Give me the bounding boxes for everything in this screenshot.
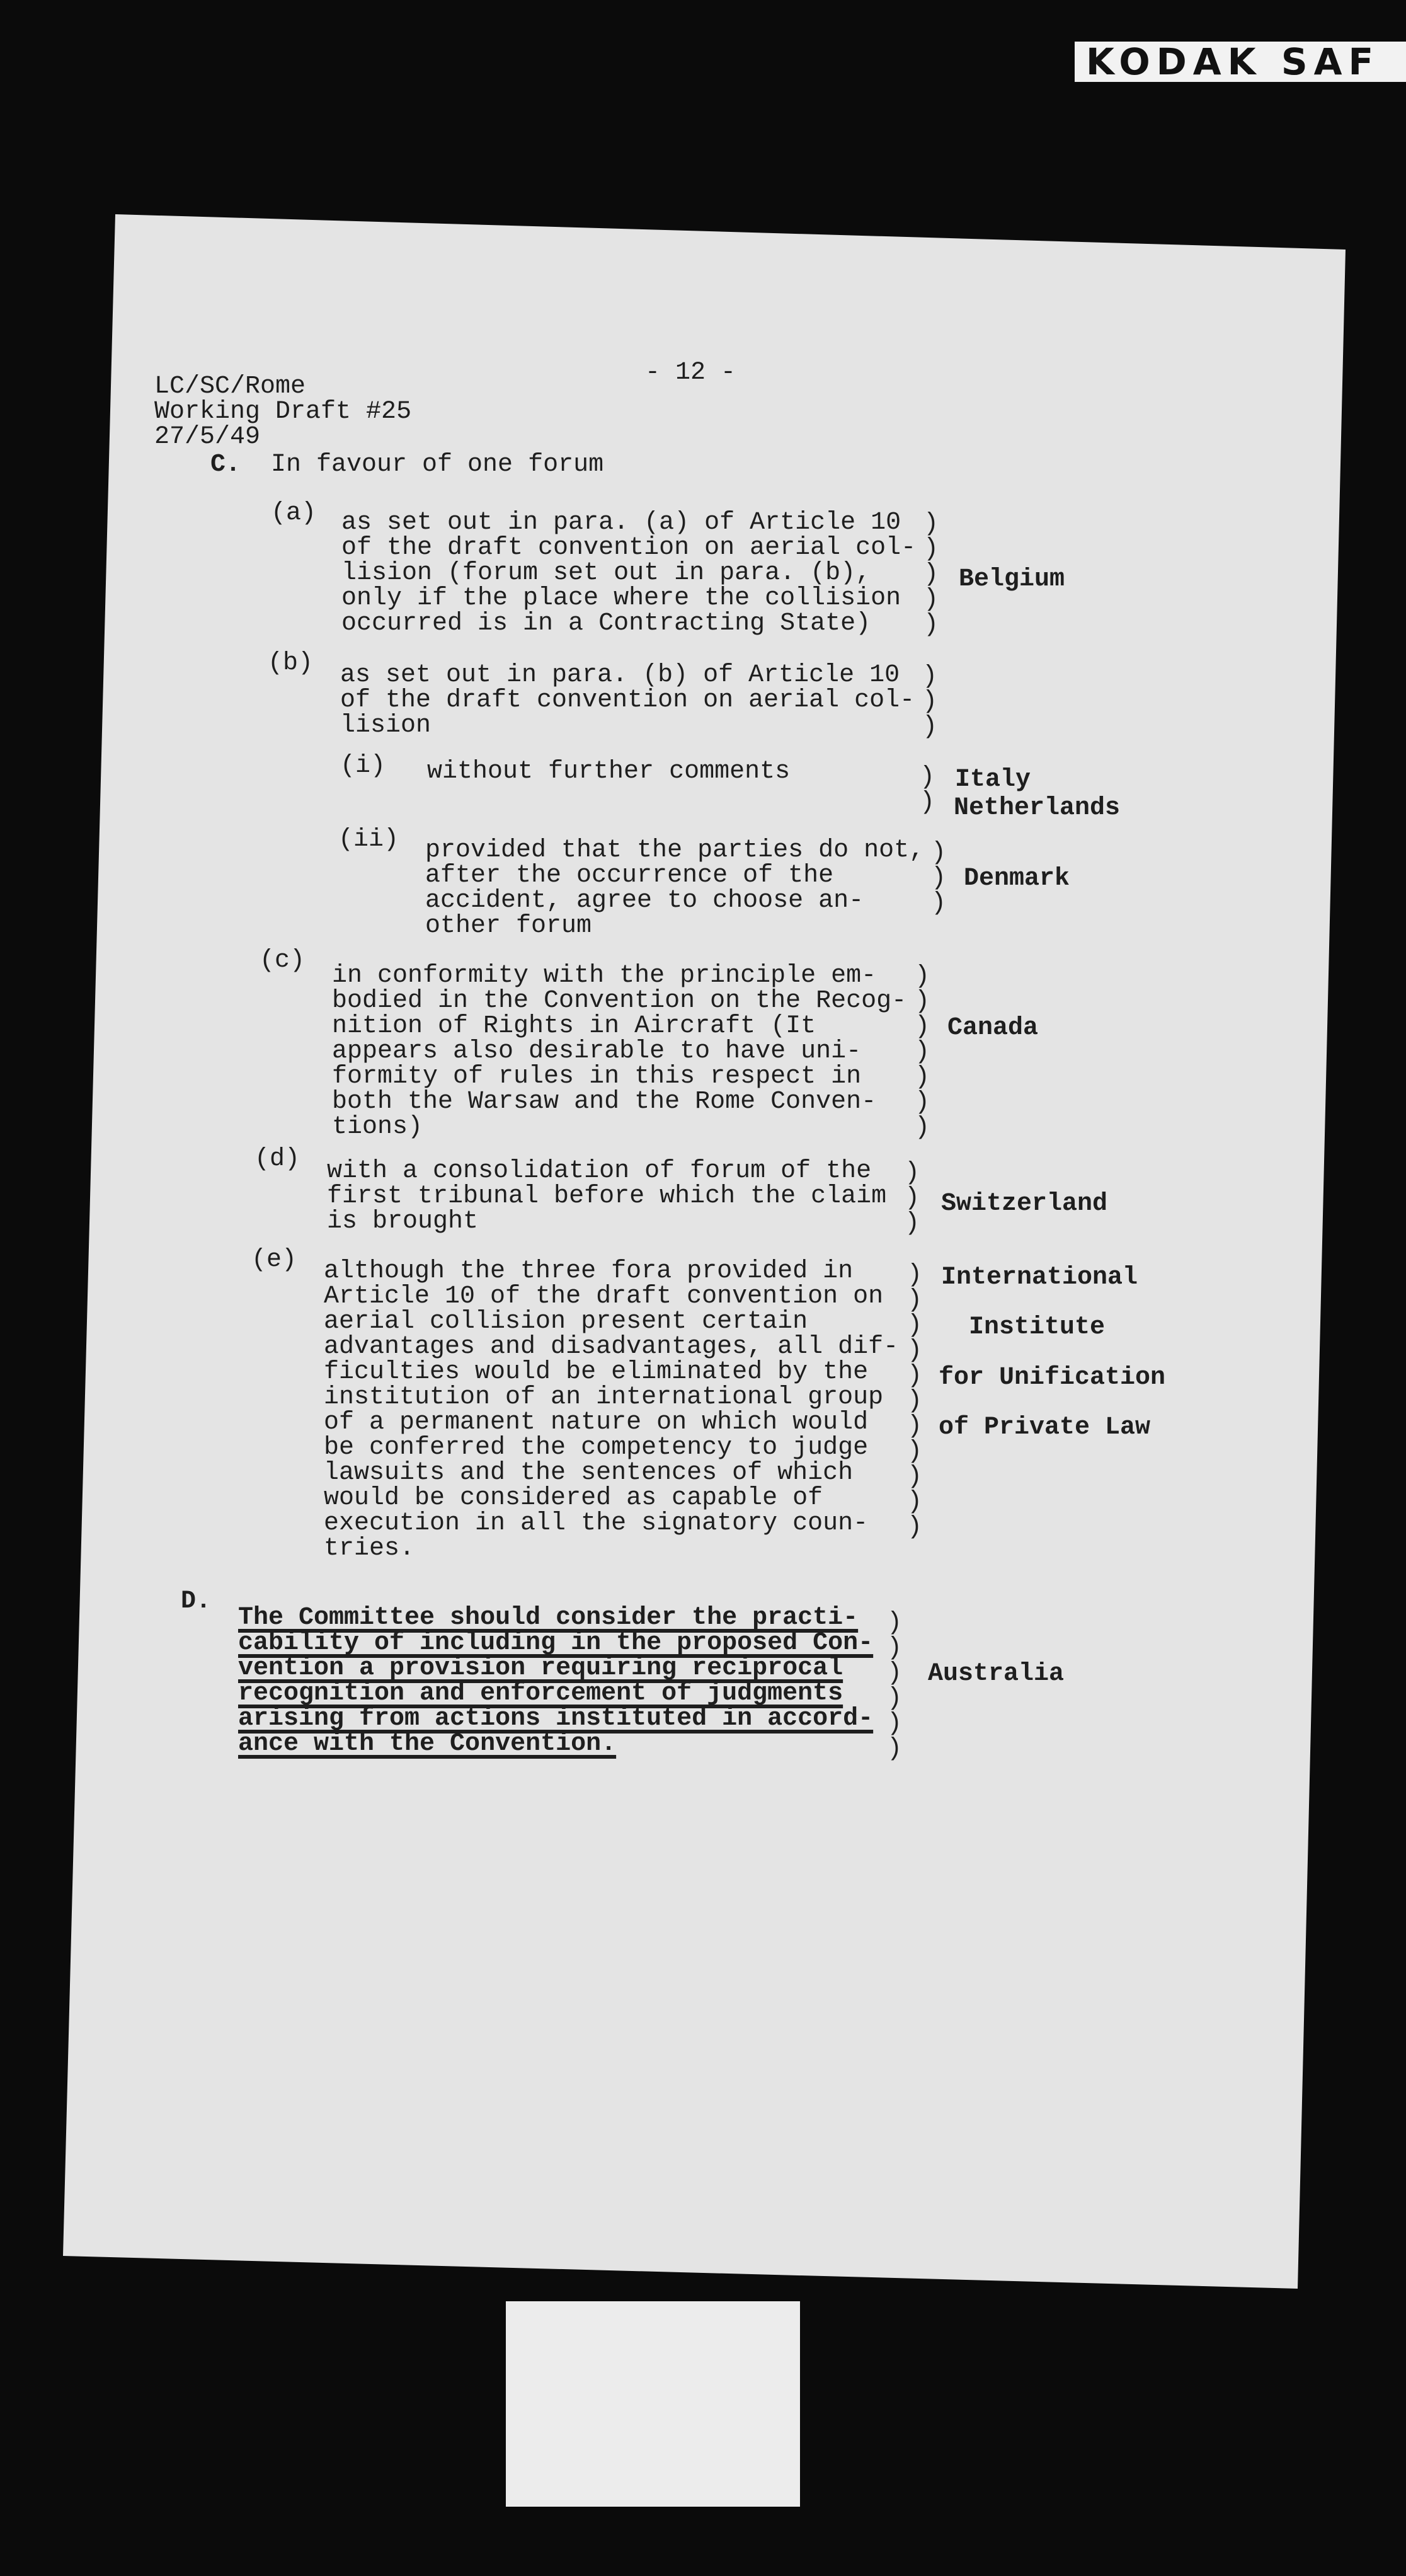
country-australia: Australia [928,1660,1065,1688]
bracket-column: ) ) ) ) ) ) [887,1609,903,1763]
text-line: nition of Rights in Aircraft (It [332,1012,816,1040]
text-line: formity of rules in this respect in [332,1062,862,1091]
text-line: occurred is in a Contracting State) [341,609,871,638]
org-name-line: Institute [969,1313,1106,1342]
bracket-column: ) ) ) ) ) ) ) [915,962,930,1142]
text-line: aerial collision present certain [324,1308,808,1336]
text-line: lawsuits and the sentences of which [324,1459,854,1487]
text-line: bodied in the Convention on the Recog- [332,987,907,1015]
text-line: in conformity with the principle em- [332,962,877,990]
item-b-text [340,663,915,739]
org-name-line: International [941,1263,1138,1292]
country-canada: Canada [947,1014,1039,1042]
text-line: only if the place where the collision [341,584,901,612]
text-line: as set out in para. (b) of Article 10 [340,661,900,689]
text-line: with a consolidation of forum of the [327,1157,872,1185]
item-b-marker: (b) [268,649,314,677]
item-b-i-text [427,759,790,785]
text-line: is brought [327,1207,479,1236]
text-line: of the draft convention on aerial col- [340,686,915,715]
item-a-marker: (a) [271,499,317,527]
text-line: ficulties would be eliminated by the [324,1358,869,1386]
country-denmark: Denmark [964,865,1070,893]
text-line: ance with the Convention. [238,1730,617,1758]
text-line: recognition and enforcement of judgments [238,1679,843,1708]
text-line: after the occurrence of the [425,861,834,890]
item-e-marker: (e) [251,1246,297,1274]
header-line: 27/5/49 [154,423,261,451]
bracket-column: ) ) ) ) ) ) ) ) ) ) ) [907,1261,923,1541]
org-name-line: for Unification [939,1364,1166,1392]
text-line: would be considered as capable of [324,1484,823,1512]
item-e-text [324,1259,898,1561]
text-line: lision (forum set out in para. (b), [341,559,871,587]
item-b-ii-text [425,838,924,939]
org-name-line: of Private Law [939,1413,1151,1442]
text-line: without further comments [427,757,791,786]
country-switzerland: Switzerland [941,1190,1108,1218]
bracket-column: ) ) [920,763,935,817]
blank-slip [506,2301,800,2507]
text-line: advantages and disadvantages, all dif- [324,1333,899,1361]
section-d-text [238,1606,873,1757]
bracket-column: ) ) ) [931,839,947,917]
item-d-marker: (d) [254,1145,300,1173]
text-line: institution of an international group [324,1383,884,1412]
section-c-title: In favour of one forum [271,451,604,479]
film-label: KODAK SAF [1075,42,1406,82]
country-italy: Italy [955,766,1031,794]
section-c-marker: C. [210,451,241,479]
item-b-ii-marker: (ii) [338,825,399,854]
text-line: provided that the parties do not, [425,836,925,865]
text-line: lision [340,711,432,740]
item-c-text [332,963,906,1140]
text-line: of a permanent nature on which would [324,1408,869,1437]
item-a-text [341,510,916,636]
text-line: cability of including in the proposed Con- [238,1629,874,1657]
country-netherlands: Netherlands [954,794,1121,822]
section-d-marker: D. [181,1587,212,1616]
bracket-column: ) ) ) [905,1159,920,1238]
bracket-column: ) ) ) [922,662,938,741]
header-line: Working Draft #25 [154,398,412,426]
text-line: Article 10 of the draft convention on [324,1282,884,1311]
text-line: although the three fora provided in [324,1257,854,1285]
header-line: LC/SC/Rome [154,372,306,401]
text-line: vention a provision requiring reciprocal [238,1654,843,1682]
text-line: appears also desirable to have uni- [332,1037,862,1066]
bracket-column: ) ) ) ) ) [923,510,939,639]
text-line: first tribunal before which the claim [327,1182,887,1210]
item-c-marker: (c) [260,946,306,975]
item-d-text [327,1159,886,1234]
page-number: - 12 - [645,359,736,387]
text-line: The Committee should consider the practi- [238,1604,859,1632]
text-line: both the Warsaw and the Rome Conven- [332,1088,877,1116]
text-line: tions) [332,1113,423,1141]
text-line: of the draft convention on aerial col- [341,534,917,562]
text-line: arising from actions instituted in accord- [238,1705,874,1733]
text-line: other forum [425,912,592,940]
text-line: accident, agree to choose an- [425,887,864,915]
text-line: execution in all the signatory coun- [324,1509,869,1538]
item-a-country: Belgium [959,565,1065,594]
text-line: tries. [324,1534,415,1563]
text-line: be conferred the competency to judge [324,1434,869,1462]
item-b-i-marker: (i) [340,752,386,780]
text-line: as set out in para. (a) of Article 10 [341,509,901,537]
